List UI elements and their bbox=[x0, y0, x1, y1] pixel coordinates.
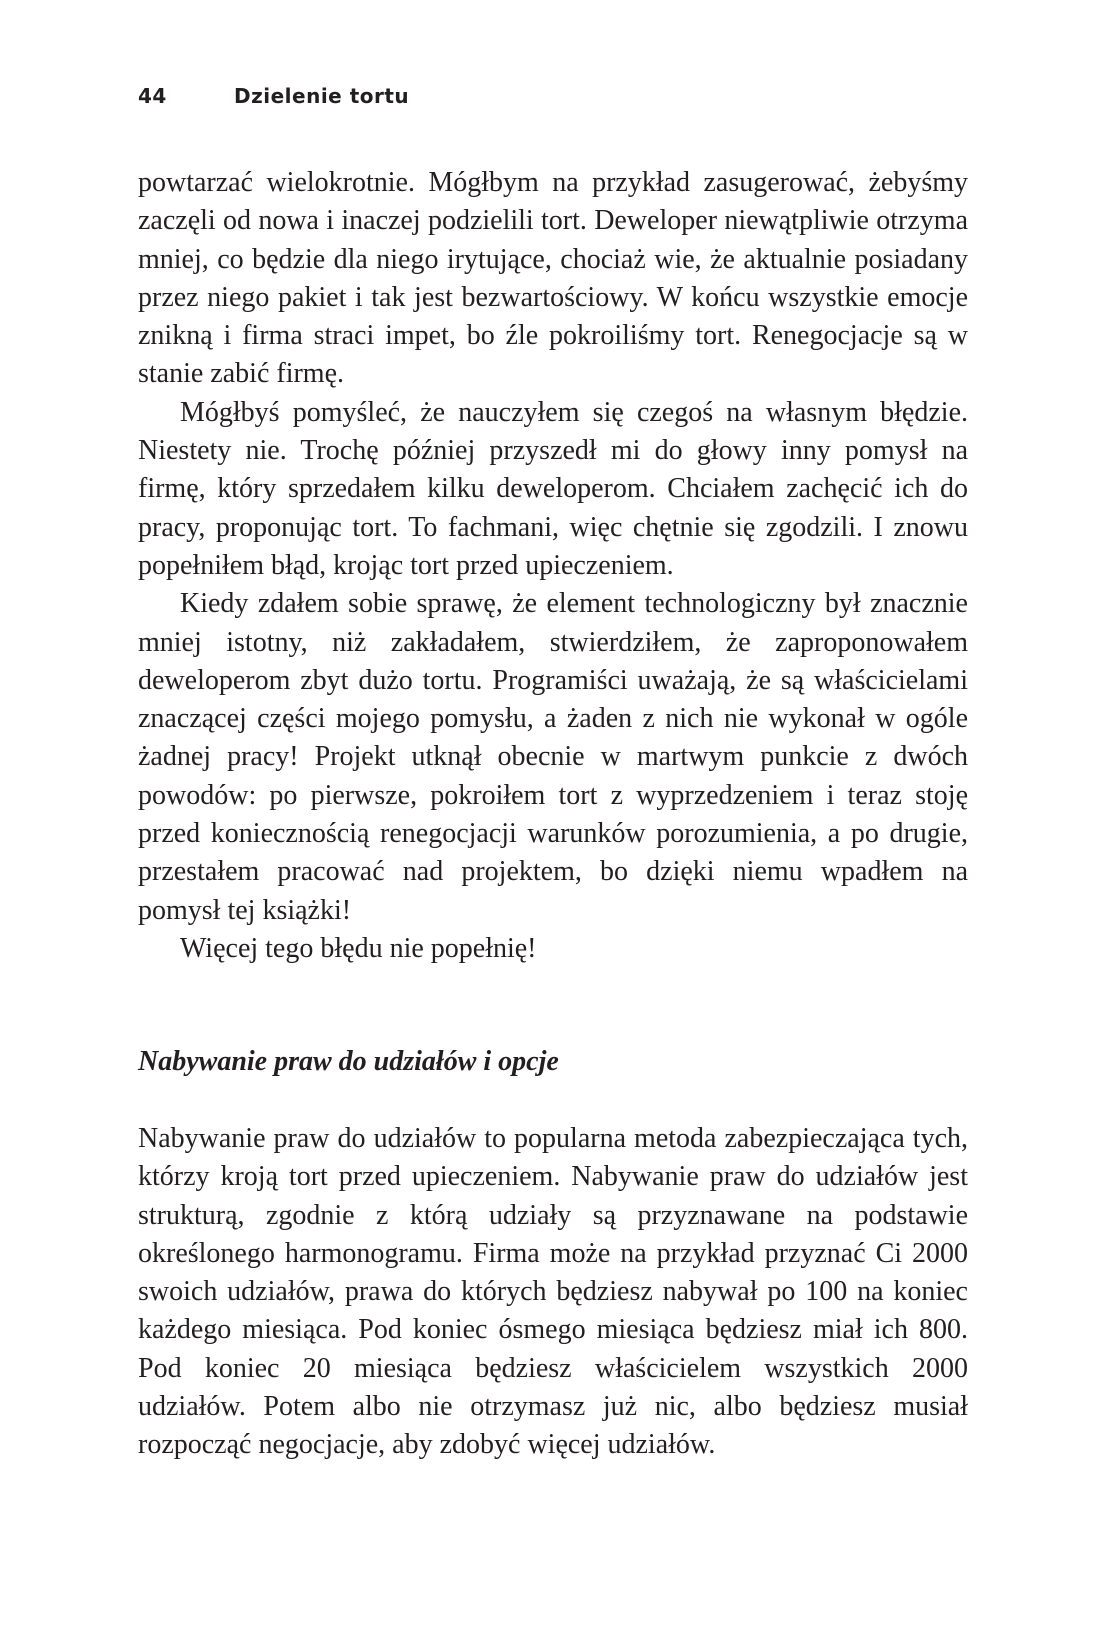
body-text bbox=[138, 164, 968, 968]
running-header bbox=[138, 84, 409, 108]
page-number: 44 bbox=[138, 84, 167, 108]
paragraph-continued: powtarzać wielokrotnie. Mógłbym na przykład zasugerować, żebyśmy zaczęli od nowa i inaczej podzielili tort. Deweloper niewątpliwie otrzyma mniej, co będzie dla niego irytujące, chociaż wie, że aktualnie posiadany przez niego pakiet i tak jest bezwartościowy. W końcu wszystkie emocje znikną i firma straci impet, bo źle pokroiliśmy tort. Renegocjacje są w stanie zabić firmę. bbox=[138, 167, 968, 390]
section-heading: Nabywanie praw do udziałów i opcje bbox=[138, 1046, 559, 1077]
paragraph: Kiedy zdałem sobie sprawę, że element technologiczny był znacznie mniej istotny, niż zakładałem, stwierdziłem, że zaproponowałem deweloperom zbyt dużo tortu. Programiści uważają, że są właścicielami znaczącej części mojego pomysłu, a żaden z nich nie wykonał w ogóle żadnej pracy! Projekt utknął obecnie w martwym punkcie z dwóch powodów: po pierwsze, pokroiłem tort z wyprzedzeniem i teraz stoję przed koniecznością renegocjacji warunków porozumienia, a po drugie, przestałem pracować nad projektem, bo dzięki niemu wpadłem na pomysł tej książki! bbox=[138, 588, 968, 926]
paragraph: Mógłbyś pomyśleć, że nauczyłem się czegoś na własnym błędzie. Niestety nie. Trochę później przyszedł mi do głowy inny pomysł na firmę, który sprzedałem kilku deweloperom. Chciałem zachęcić ich do pracy, proponując tort. To fachmani, więc chętnie się zgodzili. I znowu popełniłem błąd, krojąc tort przed upieczeniem. bbox=[138, 396, 968, 581]
paragraph: Więcej tego błędu nie popełnię! bbox=[180, 932, 537, 964]
running-title: Dzielenie tortu bbox=[234, 84, 410, 108]
section-paragraph: Nabywanie praw do udziałów to popularna metoda zabezpieczająca tych, którzy kroją tort przed upieczeniem. Nabywanie praw do udziałów jest strukturą, zgodnie z którą udziały są przyznawane na podstawie określonego harmonogramu. Firma może na przykład przyznać Ci 2000 swoich udziałów, prawa do których będziesz nabywał po 100 na koniec każdego miesiąca. Pod koniec ósmego miesiąca będziesz miał ich 800. Pod koniec 20 miesiąca będziesz właścicielem wszystkich 2000 udziałów. Potem albo nie otrzymasz już nic, albo będziesz musiał rozpocząć negocjacje, aby zdobyć więcej udziałów. bbox=[138, 1123, 968, 1461]
section-text bbox=[138, 1120, 968, 1465]
